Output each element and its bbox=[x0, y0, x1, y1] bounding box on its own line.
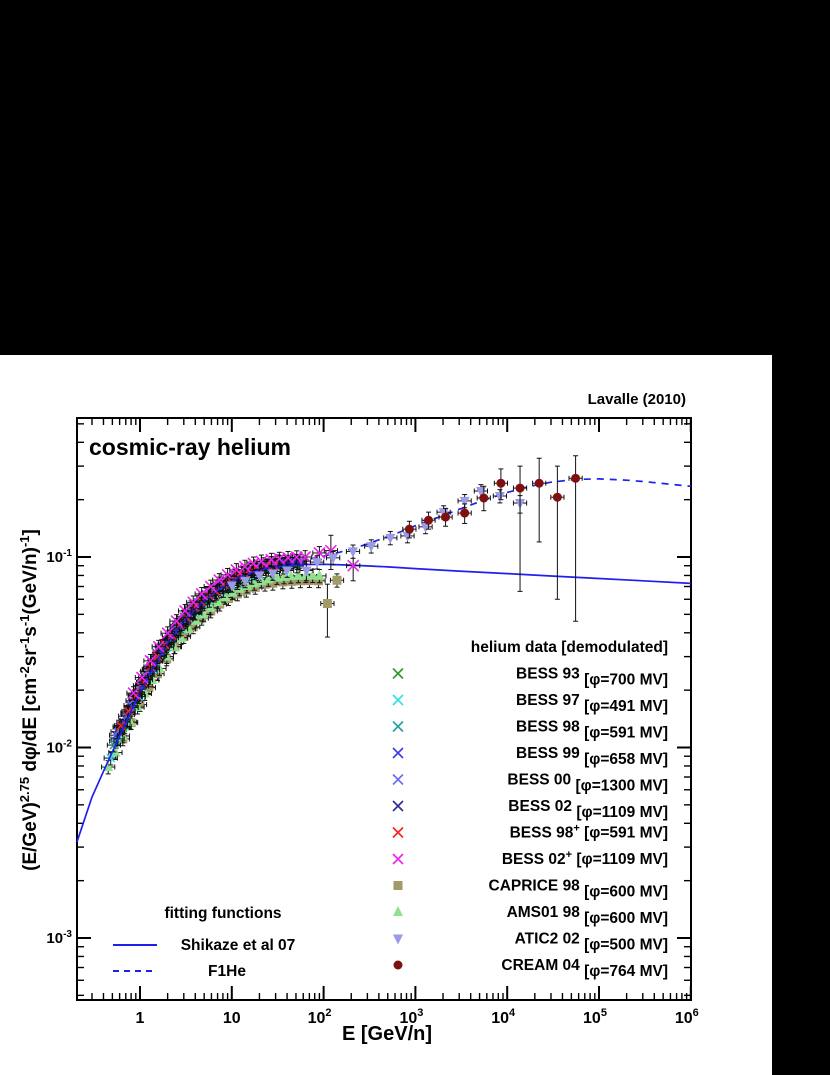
svg-text:BESS 98 [φ=591 MV]: BESS 98 [φ=591 MV] bbox=[516, 718, 668, 742]
svg-text:BESS 98+ [φ=591 MV]: BESS 98+ [φ=591 MV] bbox=[509, 822, 668, 842]
svg-text:102: $10^2$ bbox=[307, 1007, 332, 1027]
top-black-bar bbox=[0, 0, 830, 355]
series-cream04 bbox=[403, 456, 582, 621]
svg-text:Shikaze et al 07: Shikaze et al 07 bbox=[180, 937, 296, 954]
svg-text:helium data [demodulated]: helium data [demodulated] bbox=[470, 639, 668, 656]
svg-text:10: 10 bbox=[222, 1010, 241, 1027]
right-black-bar bbox=[772, 355, 830, 1075]
svg-text:AMS01 98 [φ=600 MV]: AMS01 98 [φ=600 MV] bbox=[506, 904, 668, 927]
svg-text:10-2: $10^{-2}$ bbox=[46, 738, 72, 757]
svg-text:BESS 97 [φ=491 MV]: BESS 97 [φ=491 MV] bbox=[516, 692, 668, 715]
svg-text:CREAM 04 [φ=764 MV]: CREAM 04 [φ=764 MV] bbox=[501, 957, 668, 980]
svg-text:BESS 02 [φ=1109 MV]: BESS 02 [φ=1109 MV] bbox=[508, 798, 668, 821]
svg-text:BESS 93 [φ=700 MV]: BESS 93 [φ=700 MV] bbox=[516, 665, 668, 689]
svg-text:10-3: $10^{-3}$ bbox=[46, 929, 72, 947]
svg-text:F1He: F1He bbox=[208, 963, 246, 980]
svg-text:1: 1 bbox=[135, 1010, 145, 1027]
svg-text:10-1: $10^{-1}$ bbox=[46, 548, 72, 566]
fits-legend bbox=[113, 905, 295, 980]
x-tick-labels bbox=[136, 1007, 699, 1027]
plot-title: cosmic-ray helium bbox=[89, 434, 291, 460]
x-axis-title: E [GeV/n] bbox=[341, 1023, 433, 1045]
svg-text:(E/GeV)2.75 dφ/dE [cm-2sr-1s-1: $(E/GeV)^{2.75}$ dφ/dE $[cm^{-2}sr^{-1}s^{-1}(GeV/n)^{-1}]$ bbox=[17, 529, 41, 871]
svg-text:BESS 99 [φ=658 MV]: BESS 99 [φ=658 MV] bbox=[516, 745, 668, 768]
chart-canvas bbox=[0, 355, 772, 1075]
data-legend bbox=[393, 639, 668, 980]
svg-text:106: $10^6$ bbox=[674, 1007, 699, 1027]
svg-text:103: $10^3$ bbox=[399, 1007, 424, 1027]
plot-panel bbox=[0, 355, 772, 1075]
svg-text:BESS 00 [φ=1300 MV]: BESS 00 [φ=1300 MV] bbox=[507, 771, 668, 795]
svg-text:ATIC2 02 [φ=500 MV]: ATIC2 02 [φ=500 MV] bbox=[514, 930, 668, 954]
svg-text:BESS 02+ [φ=1109 MV]: BESS 02+ [φ=1109 MV] bbox=[501, 849, 668, 868]
svg-text:CAPRICE 98 [φ=600 MV]: CAPRICE 98 [φ=600 MV] bbox=[488, 877, 668, 901]
svg-text:fitting functions: fitting functions bbox=[164, 905, 282, 922]
y-axis-title bbox=[17, 529, 41, 871]
svg-text:104: $10^4$ bbox=[491, 1007, 516, 1027]
svg-text:105: $10^5$ bbox=[583, 1007, 607, 1027]
credit-annotation: Lavalle (2010) bbox=[587, 391, 686, 408]
y-tick-labels bbox=[46, 548, 72, 947]
fit-line-f1he bbox=[259, 479, 690, 569]
